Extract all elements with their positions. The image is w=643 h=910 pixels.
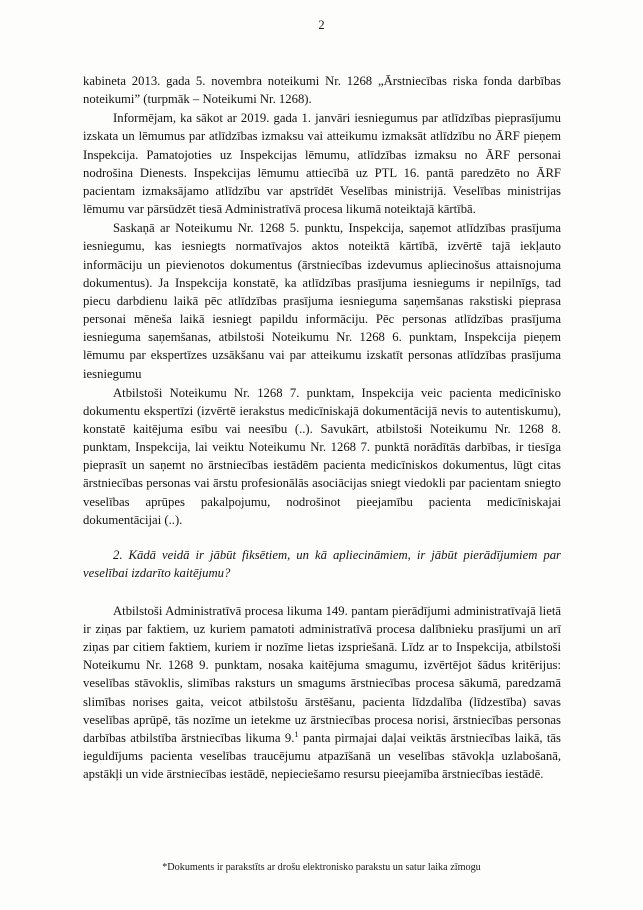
paragraph-continuation: kabineta 2013. gada 5. novembra noteikumi Nr. 1268 „Ārstniecības riska fonda darbības noteikumi” (turpmāk – Noteikumi Nr. 1268).: [83, 74, 561, 107]
electronic-signature-note: *Dokuments ir parakstīts ar drošu elektronisko parakstu un satur laika zīmogu: [162, 862, 481, 873]
paragraph-pieradijumi-part1: Atbilstoši Administratīvā procesa likuma 149. pantam pierādījumi administratīvajā lietā ir ziņas par faktiem, uz kuriem pamatoti administratīvā procesa dalībnieku prasījumi un arī ziņas par citiem faktiem, kuriem ir nozīme lietas izspriešanā. Līdz ar to Inspekcija, atbilstoši Noteikumu Nr. 1268 9. punktam, nosaka kaitējuma smagumu, izvērtējot šādus kritērijus: veselības stāvoklis, slimības raksturs un smagums ārstniecības procesa sākumā, paredzamā slimības norises gaita, veicot atbilstošu ārstēšanu, pacienta līdzdalība (līdzestība) savas veselības aprūpē, tās nozīme un ietekme uz ārstniecības procesa norisi, ārstniecības personas darbības atbilstība ārstniecības likuma 9.: [83, 603, 561, 745]
footnote-reference: 1: [294, 728, 299, 739]
document-body: [83, 72, 561, 783]
paragraph-pieradijumi-part2: panta pirmajai daļai veiktās ārstniecības laikā, tās ieguldījums pacienta veselības traucējumu atpazīšanā un veselības stāvokļa uzlabošanā, apstākļi un vide ārstniecības iestādē, nepieciešamo resursu pieejamība ārstniecības iestādē.: [83, 730, 561, 782]
paragraph-informejam: Informējam, ka sākot ar 2019. gada 1. janvāri iesniegumus par atlīdzības pieprasījumu izskata un lēmumus par atlīdzības izmaksu vai atteikumu izmaksāt atlīdzību no ĀRF pieņem Inspekcija. Pamatojoties uz Inspekcijas lēmumu, atlīdzības izmaksu no ĀRF personai nodrošina Dienests. Inspekcijas lēmumu attiecībā uz PTL 16. pantā paredzēto no ĀRF pacientam izmaksājamo atlīdzību var apstrīdēt Veselības ministrijā. Veselības ministrijas lēmumu var pārsūdzēt tiesā Administratīvā procesa likumā noteiktajā kārtībā.: [83, 111, 561, 217]
paragraph-atbilstosi-noteikumiem: Atbilstoši Noteikumu Nr. 1268 7. punktam, Inspekcija veic pacienta medicīnisko dokumentu ekspertīzi (izvērtē ierakstus medicīniskajā dokumentācijā nevis to autentiskumu), konstatē kaitējuma esību vai neesību (..). Savukārt, atbilstoši Noteikumu Nr. 1268 8. punktam, Inspekcija, lai veiktu Noteikumu Nr. 1268 7. punktā norādītās darbības, ir tiesīga pieprasīt un saņemt no ārstniecības iestādēm pacienta medicīniskos dokumentus, lūgt citas ārstniecības personas vai ārstu profesionālās asociācijas sniegt viedokli par pacientam sniegto veselības aprūpes pakalpojumu, nodrošinot pieejamību pacienta medicīniskajai dokumentācijai (..).: [83, 385, 561, 527]
paragraph-saskana-ar-noteikumiem: Saskaņā ar Noteikumu Nr. 1268 5. punktu, Inspekcija, saņemot atlīdzības prasījuma iesniegumu, kas iesniegts normatīvajos aktos noteiktā kārtībā, izvērtē tajā iekļauto informāciju un pievienotos dokumentus (ārstniecības izdevumus apliecinošus attaisnojuma dokumentus). Ja Inspekcija konstatē, ka atlīdzības prasījuma iesniegums ir nepilnīgs, tad piecu darbdienu laikā pēc atlīdzības prasījuma iesnieguma saņemšanas rakstiski pieprasa personai mēneša laikā iesniegt papildu informāciju. Pēc personas atlīdzības prasījuma iesnieguma saņemšanas, atbilstoši Noteikumu Nr. 1268 6. punktam, Inspekcija pieņem lēmumu par ekspertīzes uzsākšanu vai par atteikumu izskatīt personas atlīdzības prasījuma iesniegumu: [83, 221, 561, 381]
paragraph-pieradijumi: [83, 602, 561, 784]
question-number: 2.: [113, 547, 123, 562]
question-text: Kādā veidā ir jābūt fiksētiem, un kā apliecināmiem, ir jābūt pierādījumiem par veselībai izdarīto kaitējumu?: [83, 547, 561, 581]
question-heading: [83, 546, 561, 583]
page-number: 2: [318, 18, 325, 32]
